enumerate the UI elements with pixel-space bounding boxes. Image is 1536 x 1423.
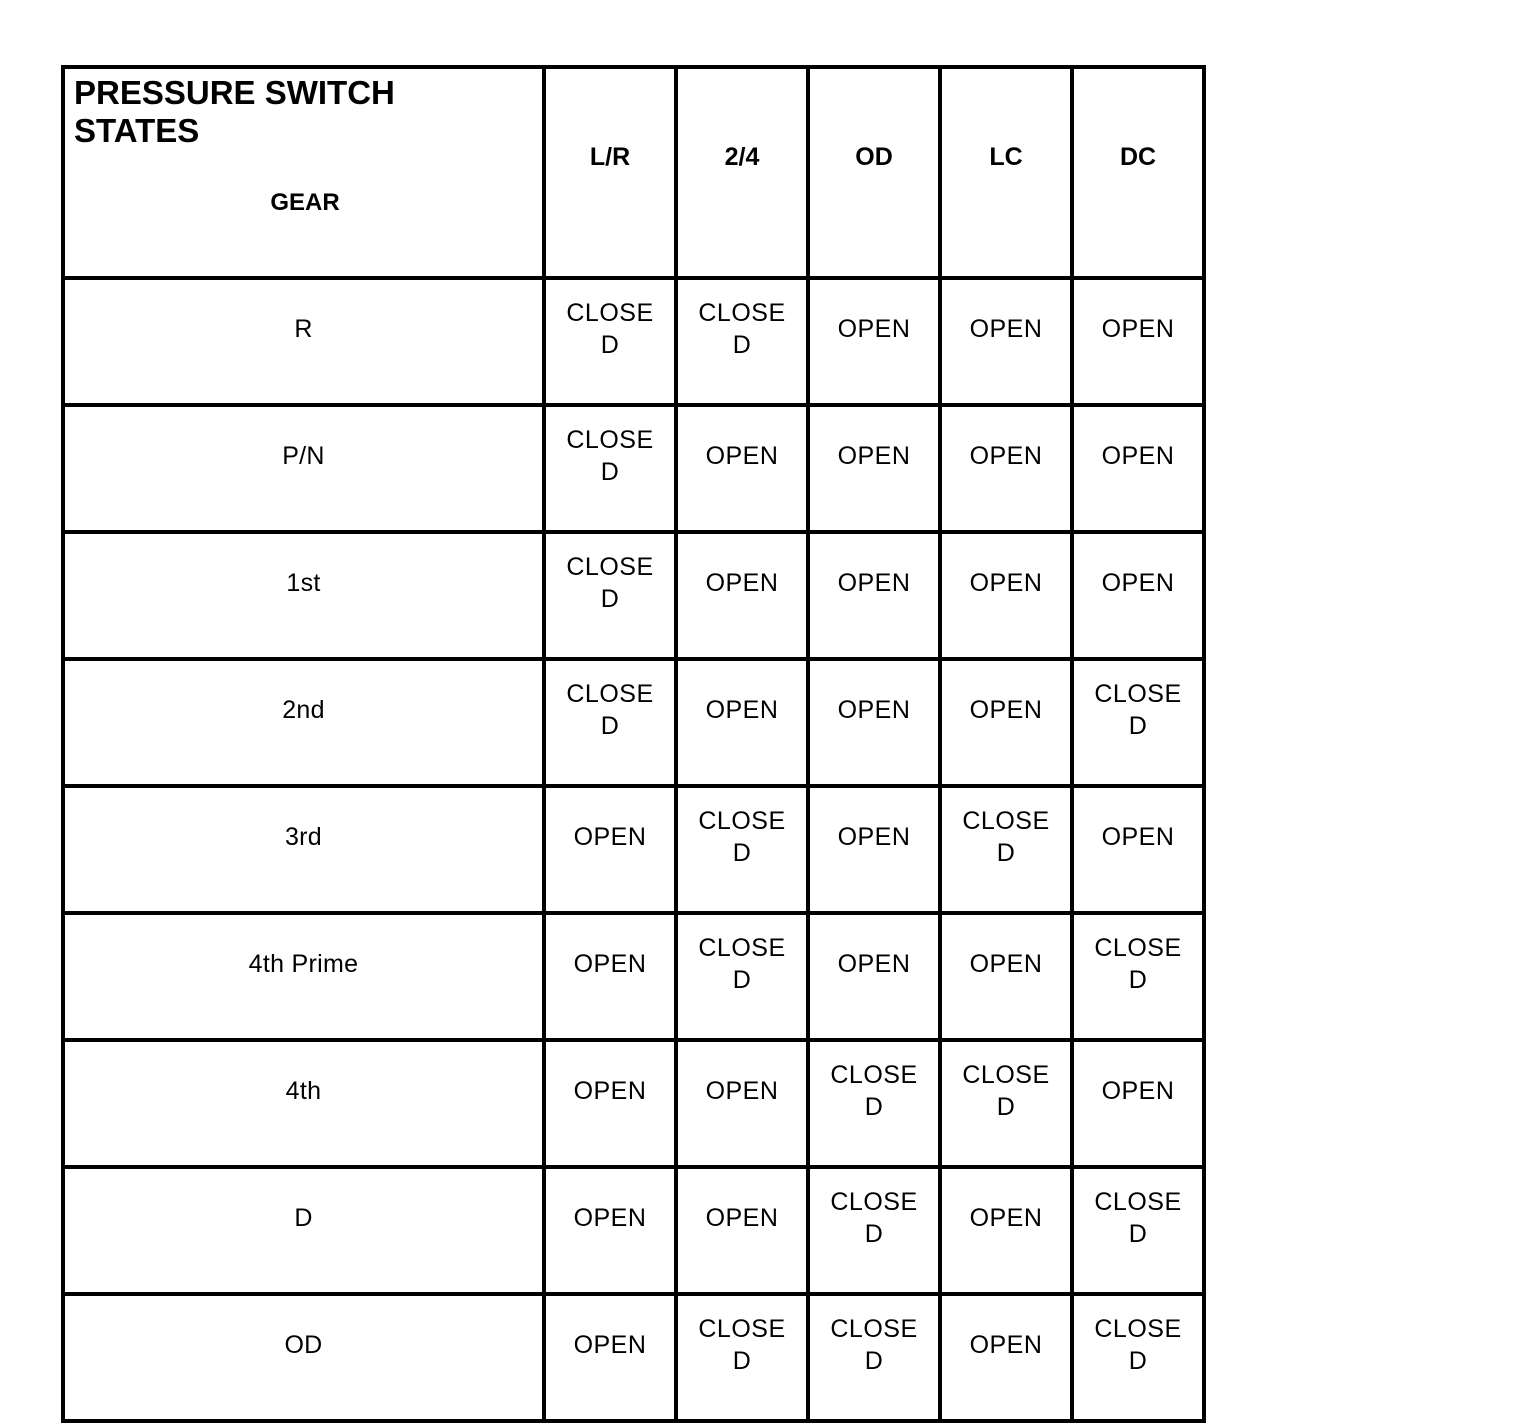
- gear-column-label: GEAR: [270, 189, 340, 216]
- switch-state-cell: [1072, 786, 1204, 913]
- switch-state-cell: [544, 786, 676, 913]
- gear-cell: [63, 278, 544, 405]
- table-row: [63, 913, 1204, 1040]
- switch-state-cell: [676, 405, 808, 532]
- switch-state-cell: [1072, 405, 1204, 532]
- switch-state-cell: [544, 1167, 676, 1294]
- gear-cell: [63, 1040, 544, 1167]
- header-row: [63, 67, 1204, 278]
- switch-state-cell: [808, 278, 940, 405]
- switch-state-cell: [544, 913, 676, 1040]
- switch-state-cell: [808, 405, 940, 532]
- table-row: [63, 659, 1204, 786]
- switch-state-value: OPEN: [1101, 441, 1175, 470]
- switch-state-cell: [1072, 1294, 1204, 1421]
- table-body: [63, 278, 1204, 1421]
- column-header-lr: L/R: [544, 67, 676, 278]
- switch-state-value: OPEN: [969, 1203, 1043, 1232]
- switch-state-cell: [1072, 278, 1204, 405]
- gear-cell: [63, 659, 544, 786]
- gear-cell: [63, 405, 544, 532]
- gear-cell: [63, 786, 544, 913]
- switch-state-cell: [1072, 1167, 1204, 1294]
- column-header-od: OD: [808, 67, 940, 278]
- switch-state-value: CLOSED: [698, 298, 786, 359]
- table-row: [63, 405, 1204, 532]
- switch-state-value: OPEN: [573, 1203, 647, 1232]
- switch-state-cell: [940, 913, 1072, 1040]
- gear-label: 4th: [285, 1076, 322, 1105]
- gear-label: 4th Prime: [248, 949, 359, 978]
- switch-state-value: CLOSED: [698, 806, 786, 867]
- gear-cell: [63, 1294, 544, 1421]
- switch-state-value: OPEN: [837, 822, 911, 851]
- gear-cell: [63, 532, 544, 659]
- switch-state-value: OPEN: [573, 949, 647, 978]
- switch-state-cell: [940, 1040, 1072, 1167]
- switch-state-value: OPEN: [705, 568, 779, 597]
- switch-state-value: CLOSED: [566, 679, 654, 740]
- switch-state-cell: [808, 1040, 940, 1167]
- switch-state-cell: [808, 532, 940, 659]
- switch-state-value: OPEN: [1101, 1076, 1175, 1105]
- corner-header-cell: [63, 67, 544, 278]
- switch-state-cell: [676, 278, 808, 405]
- switch-state-cell: [808, 659, 940, 786]
- switch-state-cell: [676, 532, 808, 659]
- switch-state-cell: [676, 1040, 808, 1167]
- switch-state-value: OPEN: [705, 695, 779, 724]
- table-row: [63, 532, 1204, 659]
- switch-state-cell: [940, 1294, 1072, 1421]
- switch-state-value: CLOSED: [566, 425, 654, 486]
- switch-state-cell: [676, 786, 808, 913]
- switch-state-value: CLOSED: [830, 1060, 918, 1121]
- gear-label: 3rd: [284, 822, 323, 851]
- switch-state-cell: [1072, 913, 1204, 1040]
- switch-state-cell: [940, 1167, 1072, 1294]
- table-row: [63, 1294, 1204, 1421]
- switch-state-cell: [544, 532, 676, 659]
- switch-state-value: CLOSED: [830, 1314, 918, 1375]
- pressure-switch-table: [61, 65, 1206, 1423]
- switch-state-value: OPEN: [837, 568, 911, 597]
- switch-state-value: OPEN: [1101, 822, 1175, 851]
- gear-label: R: [294, 314, 313, 343]
- switch-state-value: CLOSED: [698, 933, 786, 994]
- switch-state-value: OPEN: [969, 1330, 1043, 1359]
- switch-state-value: OPEN: [705, 1076, 779, 1105]
- switch-state-cell: [1072, 659, 1204, 786]
- switch-state-value: OPEN: [969, 695, 1043, 724]
- switch-state-cell: [676, 1167, 808, 1294]
- switch-state-value: CLOSED: [1094, 1187, 1182, 1248]
- switch-state-cell: [808, 1294, 940, 1421]
- switch-state-cell: [544, 278, 676, 405]
- switch-state-value: OPEN: [1101, 568, 1175, 597]
- table-row: [63, 1040, 1204, 1167]
- switch-state-value: OPEN: [837, 441, 911, 470]
- switch-state-cell: [808, 1167, 940, 1294]
- gear-label: 1st: [286, 568, 321, 597]
- switch-state-cell: [544, 1040, 676, 1167]
- switch-state-cell: [940, 532, 1072, 659]
- switch-state-cell: [808, 913, 940, 1040]
- switch-state-value: OPEN: [969, 949, 1043, 978]
- table-row: [63, 1167, 1204, 1294]
- switch-state-value: OPEN: [1101, 314, 1175, 343]
- switch-state-value: CLOSED: [962, 1060, 1050, 1121]
- switch-state-cell: [544, 1294, 676, 1421]
- switch-state-cell: [940, 659, 1072, 786]
- gear-label: D: [294, 1203, 313, 1232]
- switch-state-value: OPEN: [837, 949, 911, 978]
- switch-state-cell: [1072, 532, 1204, 659]
- switch-state-cell: [544, 659, 676, 786]
- switch-state-value: OPEN: [573, 1330, 647, 1359]
- switch-state-value: CLOSED: [962, 806, 1050, 867]
- column-header-dc: DC: [1072, 67, 1204, 278]
- gear-cell: [63, 1167, 544, 1294]
- switch-state-cell: [940, 405, 1072, 532]
- switch-state-cell: [676, 1294, 808, 1421]
- switch-state-cell: [808, 786, 940, 913]
- table-title: PRESSURE SWITCH STATES: [74, 74, 395, 149]
- switch-state-value: OPEN: [705, 441, 779, 470]
- switch-state-value: OPEN: [837, 314, 911, 343]
- switch-state-value: OPEN: [573, 1076, 647, 1105]
- switch-state-value: OPEN: [969, 441, 1043, 470]
- switch-state-value: OPEN: [969, 568, 1043, 597]
- switch-state-cell: [940, 278, 1072, 405]
- switch-state-value: OPEN: [969, 314, 1043, 343]
- table-row: [63, 786, 1204, 913]
- gear-label: P/N: [282, 441, 325, 470]
- gear-cell: [63, 913, 544, 1040]
- switch-state-value: CLOSED: [1094, 933, 1182, 994]
- table-row: [63, 278, 1204, 405]
- switch-state-value: CLOSED: [566, 298, 654, 359]
- gear-label: OD: [284, 1330, 323, 1359]
- column-header-2-4: 2/4: [676, 67, 808, 278]
- switch-state-value: OPEN: [705, 1203, 779, 1232]
- switch-state-value: CLOSED: [1094, 1314, 1182, 1375]
- column-header-lc: LC: [940, 67, 1072, 278]
- switch-state-cell: [676, 659, 808, 786]
- switch-state-cell: [676, 913, 808, 1040]
- gear-label: 2nd: [282, 695, 325, 724]
- switch-state-value: CLOSED: [1094, 679, 1182, 740]
- switch-state-cell: [544, 405, 676, 532]
- switch-state-value: OPEN: [573, 822, 647, 851]
- switch-state-cell: [940, 786, 1072, 913]
- switch-state-value: CLOSED: [698, 1314, 786, 1375]
- switch-state-cell: [1072, 1040, 1204, 1167]
- switch-state-value: CLOSED: [830, 1187, 918, 1248]
- switch-state-value: CLOSED: [566, 552, 654, 613]
- switch-state-value: OPEN: [837, 695, 911, 724]
